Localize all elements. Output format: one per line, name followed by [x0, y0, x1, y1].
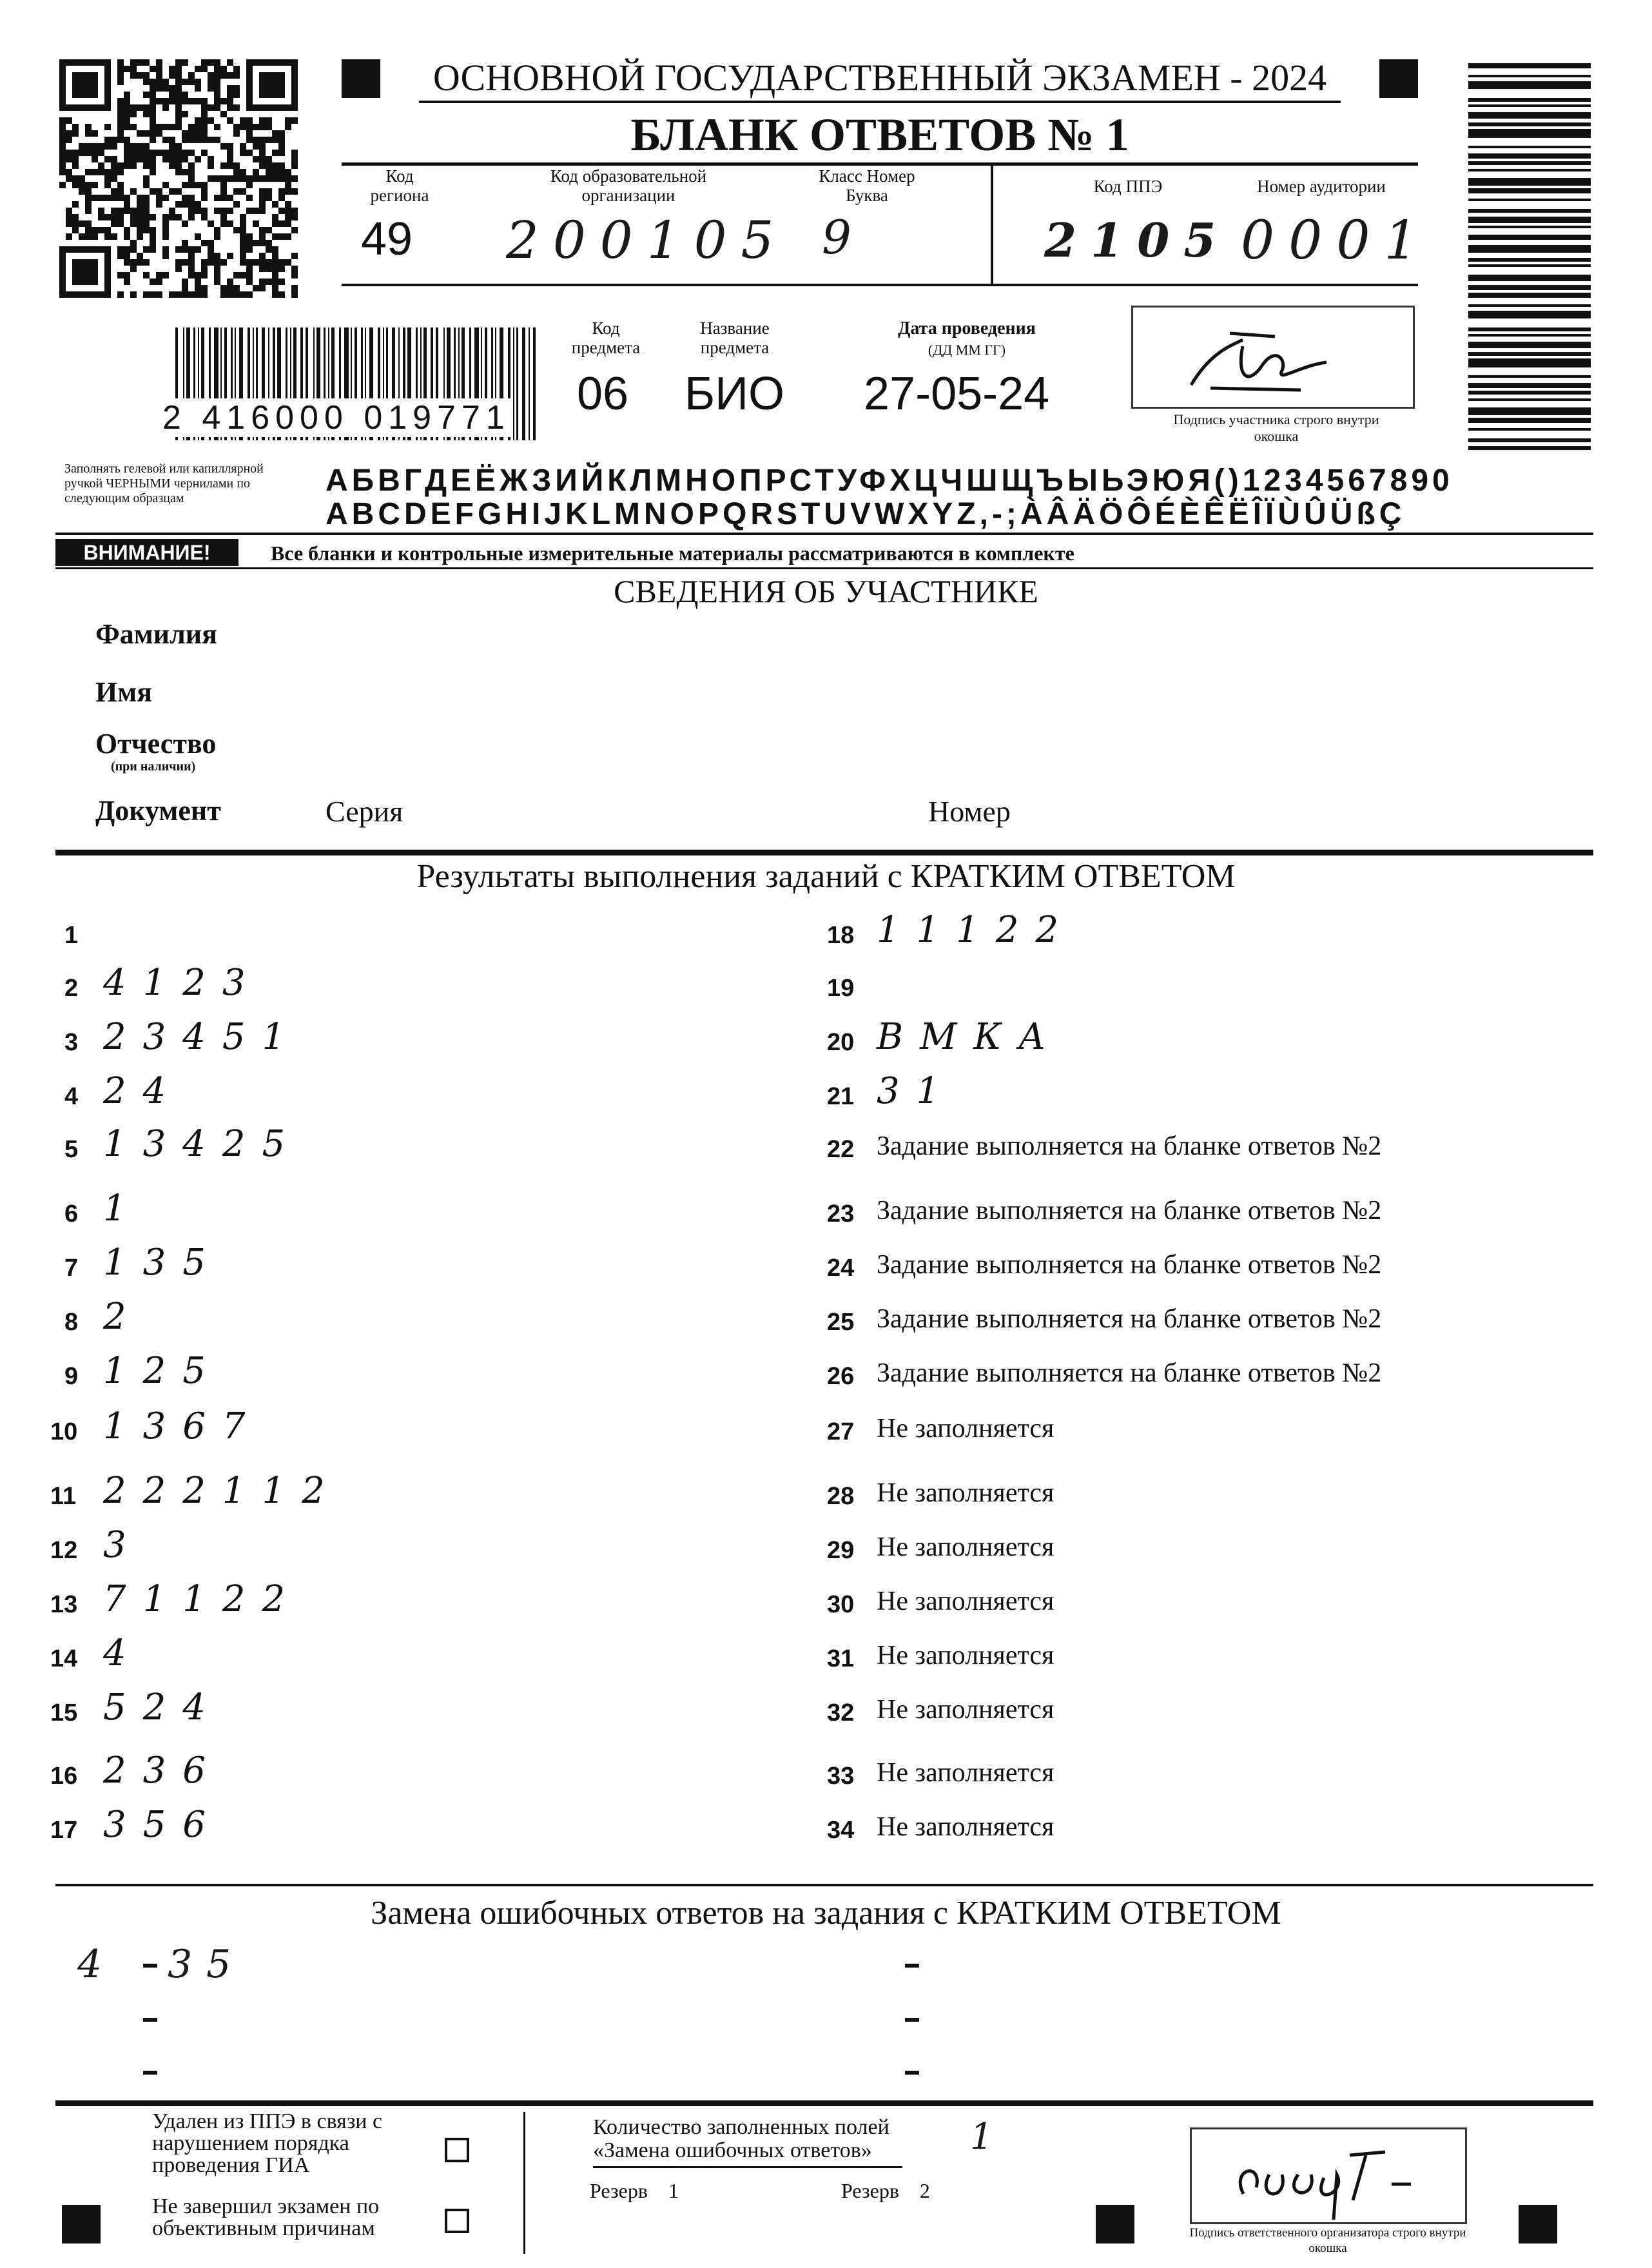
task-number: 34	[827, 1817, 855, 1844]
task-number: 5	[64, 1136, 79, 1163]
reserve-2-label: Резерв 2	[841, 2179, 930, 2202]
replacement-dash	[905, 2018, 919, 2022]
task-answer: ВМКА	[877, 1016, 1063, 1058]
task-number: 6	[64, 1200, 79, 1227]
room-value: 0001	[1241, 210, 1432, 271]
task-note: Задание выполняется на бланке ответов №2	[877, 1358, 1382, 1388]
replacement-bottom-rule	[55, 2100, 1593, 2106]
sample-row-cyrillic: АБВГДЕЁЖЗИЙКЛМНОПРСТУФХЦЧШЩЪЫЬЭЮЯ()1234567890	[326, 464, 1453, 498]
organizer-signature-box[interactable]	[1190, 2127, 1467, 2224]
filled-fields-value: 1	[970, 2116, 1007, 2158]
task-note: Не заполняется	[877, 1641, 1054, 1670]
task-number: 16	[50, 1763, 78, 1790]
patronymic-label: Отчество	[95, 728, 217, 759]
task-note: Не заполняется	[877, 1695, 1054, 1725]
answers-bottom-rule	[55, 1884, 1593, 1886]
task-note: Не заполняется	[877, 1587, 1054, 1616]
subject-code-value: 06	[577, 368, 629, 420]
participant-signature-box[interactable]	[1131, 306, 1415, 409]
form-title: БЛАНК ОТВЕТОВ № 1	[630, 109, 1129, 161]
task-answer: 4	[103, 1632, 143, 1674]
removed-checkbox[interactable]	[445, 2138, 469, 2162]
region-value: 49	[361, 213, 413, 265]
task-answer: 356	[103, 1804, 222, 1846]
sample-bottom-rule	[55, 533, 1593, 535]
task-answer: 23451	[103, 1016, 302, 1058]
date-value: 27-05-24	[864, 368, 1050, 420]
subject-name-label: Название предмета	[700, 318, 770, 357]
filled-fields-underline	[593, 2166, 902, 2168]
corner-mark-bottom-right	[1519, 2205, 1557, 2244]
task-answer: 1367	[103, 1405, 262, 1447]
task-answer: 1	[103, 1188, 143, 1229]
date-format: (ДД ММ ГГ)	[928, 342, 1006, 358]
task-note: Не заполняется	[877, 1478, 1054, 1508]
task-note: Задание выполняется на бланке ответов №2	[877, 1196, 1382, 1226]
task-number: 2	[64, 975, 79, 1002]
replacement-dash	[143, 1964, 157, 1968]
ppe-value: 2105	[1044, 213, 1230, 268]
task-number: 7	[64, 1255, 79, 1282]
task-number: 30	[827, 1591, 855, 1618]
task-number: 19	[827, 975, 855, 1002]
task-answer: 4123	[103, 962, 262, 1004]
task-number: 25	[827, 1309, 855, 1336]
replacement-answer-1: 35	[168, 1942, 246, 1987]
task-note: Не заполняется	[877, 1812, 1054, 1842]
corner-mark-bottom-center	[1096, 2205, 1134, 2244]
not-finished-label: Не завершил экзамен по объективным причинам	[152, 2195, 380, 2240]
task-answer: 13425	[103, 1123, 302, 1165]
participant-section-title: СВЕДЕНИЯ ОБ УЧАСТНИКЕ	[614, 573, 1038, 609]
codes-bottom-rule	[342, 284, 1418, 286]
task-number: 13	[50, 1591, 78, 1618]
date-label: Дата проведения	[898, 318, 1036, 338]
task-answer: 31	[877, 1070, 957, 1112]
task-number: 11	[50, 1483, 77, 1510]
exam-title: ОСНОВНОЙ ГОСУДАРСТВЕННЫЙ ЭКЗАМЕН - 2024	[419, 55, 1341, 103]
task-answer: 3	[103, 1524, 143, 1566]
replacement-task-1: 4	[77, 1942, 117, 1987]
task-number: 3	[64, 1029, 79, 1056]
sample-row-latin: ABCDEFGHIJKLMNOPQRSTUVWXYZ,-;ÀÂÄÖÔÉÈÊËÎÏÙÛÜßÇ	[326, 497, 1406, 531]
task-number: 4	[64, 1083, 79, 1110]
reserve-1-label: Резерв 1	[590, 2179, 679, 2202]
codes-top-rule	[342, 162, 1418, 166]
task-note: Задание выполняется на бланке ответов №2	[877, 1250, 1382, 1280]
filled-fields-label: Количество заполненных полей «Замена ошибочных ответов»	[593, 2115, 889, 2162]
task-answer: 2	[103, 1296, 143, 1338]
removed-label: Удален из ППЭ в связи с нарушением порядка проведения ГИА	[152, 2109, 383, 2177]
subject-name-value: БИО	[685, 368, 785, 420]
replacement-section-title: Замена ошибочных ответов на задания с КРАТКИМ ОТВЕТОМ	[371, 1895, 1281, 1931]
task-number: 12	[50, 1537, 78, 1564]
codes-divider	[991, 162, 993, 286]
corner-mark-top-right	[1379, 59, 1418, 98]
task-number: 10	[50, 1418, 78, 1445]
task-answer: 236	[103, 1750, 222, 1792]
replacement-dash	[905, 1964, 919, 1968]
task-answer: 135	[103, 1242, 222, 1284]
task-note: Задание выполняется на бланке ответов №2	[877, 1131, 1382, 1161]
task-number: 29	[827, 1537, 855, 1564]
ppe-label: Код ППЭ	[1093, 177, 1163, 196]
surname-label: Фамилия	[95, 618, 217, 650]
participant-bottom-rule	[55, 850, 1593, 855]
task-note: Задание выполняется на бланке ответов №2	[877, 1304, 1382, 1334]
sample-instruction: Заполнять гелевой или капиллярной ручкой ЧЕРНЫМИ чернилами по следующим образцам	[64, 462, 264, 505]
footer-divider	[523, 2112, 525, 2254]
org-value: 200105	[506, 210, 788, 270]
class-value: 9	[822, 210, 866, 264]
task-number: 21	[827, 1083, 855, 1110]
task-number: 18	[827, 922, 855, 949]
task-number: 20	[827, 1029, 855, 1056]
warning-bottom-rule	[55, 567, 1593, 569]
warning-text: Все бланки и контрольные измерительные материалы рассматриваются в комплекте	[271, 542, 1074, 565]
document-label: Документ	[95, 795, 221, 826]
task-answer: 71122	[103, 1578, 302, 1620]
task-answer: 11122	[877, 909, 1076, 951]
org-label: Код образовательной организации	[550, 166, 707, 205]
task-number: 23	[827, 1200, 855, 1227]
corner-mark-bottom-left	[62, 2205, 101, 2244]
answers-section-title: Результаты выполнения заданий с КРАТКИМ ОТВЕТОМ	[416, 858, 1236, 895]
replacement-dash	[143, 2018, 157, 2022]
task-answer: 222112	[103, 1470, 342, 1512]
task-note: Не заполняется	[877, 1758, 1054, 1788]
task-note: Не заполняется	[877, 1532, 1054, 1562]
task-number: 14	[50, 1645, 78, 1672]
barcode-number: 2 416000 019771	[160, 398, 513, 437]
qr-code	[59, 59, 298, 298]
replacement-dash	[905, 2071, 919, 2075]
series-label: Серия	[326, 795, 403, 828]
task-number: 15	[50, 1699, 78, 1726]
task-number: 26	[827, 1363, 855, 1390]
task-note: Не заполняется	[877, 1414, 1054, 1443]
name-label: Имя	[95, 676, 152, 708]
task-number: 24	[827, 1255, 855, 1282]
warning-badge: ВНИМАНИЕ!	[55, 539, 238, 566]
task-number: 28	[827, 1483, 855, 1510]
corner-mark-top-left	[342, 59, 380, 98]
replacement-dash	[143, 2071, 157, 2075]
task-number: 31	[827, 1645, 855, 1672]
patronymic-note: (при наличии)	[111, 759, 196, 774]
task-number: 17	[50, 1817, 78, 1844]
task-number: 8	[64, 1309, 79, 1336]
task-number: 1	[64, 922, 79, 949]
organizer-signature	[1192, 2129, 1465, 2222]
task-number: 27	[827, 1418, 855, 1445]
subject-code-label: Код предмета	[571, 318, 641, 357]
class-label: Класс Номер Буква	[819, 166, 915, 205]
task-number: 22	[827, 1136, 855, 1163]
side-barcode	[1468, 63, 1591, 450]
number-label: Номер	[928, 795, 1011, 828]
room-label: Номер аудитории	[1257, 177, 1386, 196]
organizer-signature-caption: Подпись ответственного организатора строго внутри окошка	[1189, 2226, 1466, 2255]
task-answer: 524	[103, 1686, 222, 1728]
task-answer: 125	[103, 1350, 222, 1392]
task-number: 33	[827, 1763, 855, 1790]
task-answer: 24	[103, 1070, 183, 1112]
region-label: Код региона	[370, 166, 429, 205]
participant-signature	[1133, 308, 1413, 407]
participant-signature-caption: Подпись участника строго внутри окошка	[1173, 411, 1379, 444]
task-number: 9	[64, 1363, 79, 1390]
task-number: 32	[827, 1699, 855, 1726]
not-finished-checkbox[interactable]	[445, 2209, 469, 2233]
